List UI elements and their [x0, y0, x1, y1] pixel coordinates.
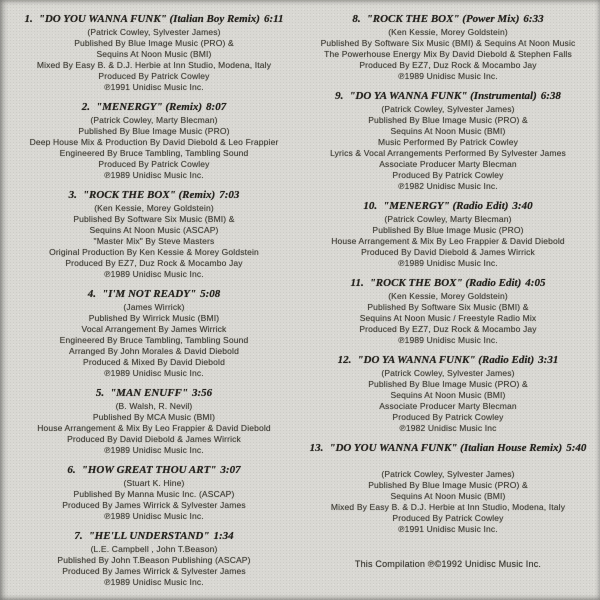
credit-line: Produced By James Wirrick & Sylvester James	[62, 500, 246, 510]
track-title-line	[14, 288, 294, 301]
track-credits	[306, 368, 590, 434]
track-number: 7.	[74, 530, 83, 542]
credit-line: ℗1989 Unidisc Music Inc.	[104, 577, 204, 587]
track-title: "MAN ENUFF"	[110, 387, 188, 399]
track-entry	[14, 464, 294, 522]
track-entry	[306, 277, 590, 346]
credit-line: Sequins At Noon Music (ASCAP)	[89, 225, 219, 235]
credit-line: Produced & Mixed By David Diebold	[83, 357, 225, 367]
credit-line: ℗1989 Unidisc Music Inc.	[398, 335, 498, 345]
track-credits	[14, 544, 294, 588]
track-duration: 3:07	[220, 464, 241, 476]
compilation-copyright-note: This Compilation ℗©1992 Unidisc Music Inc.	[354, 559, 542, 569]
credit-line: "Master Mix" By Steve Masters	[93, 236, 215, 246]
track-number: 9.	[335, 90, 344, 102]
track-credits	[14, 302, 294, 379]
credit-line: (Patrick Cowley, Sylvester James)	[87, 27, 221, 37]
track-title-line	[14, 13, 294, 26]
track-entry	[306, 442, 590, 535]
credit-line: Published By Blue Image Music (PRO) &	[74, 38, 234, 48]
credit-line: ℗1989 Unidisc Music Inc.	[104, 368, 204, 378]
track-title-line	[306, 13, 590, 26]
credit-line: Produced By Patrick Cowley	[392, 412, 504, 422]
track-duration: 3:40	[512, 200, 533, 212]
credit-line: Associate Producer Marty Blecman	[379, 401, 517, 411]
track-title-line	[14, 387, 294, 400]
track-title: "I'M NOT READY"	[101, 288, 197, 300]
track-credits	[306, 291, 590, 346]
credit-line: Published By Blue Image Music (PRO)	[78, 126, 230, 136]
track-credits	[306, 27, 590, 82]
track-number: 13.	[309, 442, 324, 454]
credit-line: Lyrics & Vocal Arrangements Performed By Sylvester James	[330, 148, 566, 158]
track-title-line	[306, 354, 590, 367]
track-duration: 1:34	[213, 530, 234, 542]
track-entry	[14, 189, 294, 280]
track-duration: 6:38	[540, 90, 561, 102]
track-title: "HE'LL UNDERSTAND"	[88, 530, 210, 542]
credit-line: Original Production By Ken Kessie & Morey Goldstein	[49, 247, 259, 257]
credit-line: ℗1989 Unidisc Music Inc.	[104, 445, 204, 455]
credit-line: Mixed By Easy B. & D.J. Herbie at Inn Studio, Modena, Italy	[330, 502, 566, 512]
track-duration: 6:11	[263, 13, 284, 25]
track-credits	[306, 104, 590, 192]
track-title: "DO YA WANNA FUNK" (Instrumental)	[349, 90, 537, 102]
track-number: 12.	[337, 354, 352, 366]
track-title-line	[14, 189, 294, 202]
track-entry	[306, 354, 590, 434]
track-entry	[306, 90, 590, 192]
track-number: 5.	[95, 387, 105, 399]
credit-line: ℗1982 Unidisc Music Inc	[399, 423, 497, 433]
track-title: "ROCK THE BOX" (Remix)	[82, 189, 216, 201]
credit-line: Deep House Mix & Production By David Diebold & Leo Frappier	[29, 137, 279, 147]
credit-line: Engineered By Bruce Tambling, Tambling Sound	[59, 148, 249, 158]
credit-line: Music Performed By Patrick Cowley	[377, 137, 519, 147]
credit-line: ℗1989 Unidisc Music Inc.	[104, 269, 204, 279]
credit-line: Produced By EZ7, Duz Rock & Mocambo Jay	[359, 60, 537, 70]
track-number: 2.	[81, 101, 91, 113]
credit-line: Produced By David Diebold & James Wirrick	[67, 434, 241, 444]
credit-line: Published By Software Six Music (BMI) & Sequins At Noon Music	[320, 38, 576, 48]
track-credits	[306, 469, 590, 535]
track-duration: 4:05	[525, 277, 546, 289]
credit-line: ℗1989 Unidisc Music Inc.	[104, 170, 204, 180]
credit-line: Sequins At Noon Music / Freestyle Radio Mix	[359, 313, 537, 323]
credit-line: (Patrick Cowley, Sylvester James)	[381, 469, 515, 479]
track-credits	[14, 478, 294, 522]
credit-line: ℗1991 Unidisc Music Inc.	[104, 82, 204, 92]
credit-line: Produced By Patrick Cowley	[98, 159, 210, 169]
credit-line: Arranged By John Morales & David Diebold	[69, 346, 239, 356]
credit-line: Produced By Patrick Cowley	[392, 170, 504, 180]
credit-line: Sequins At Noon Music (BMI)	[390, 126, 506, 136]
credit-line: ℗1991 Unidisc Music Inc.	[398, 524, 498, 534]
track-number: 8.	[352, 13, 361, 25]
credit-line: Sequins At Noon Music (BMI)	[96, 49, 212, 59]
credit-line: House Arrangement & Mix By Leo Frappier & David Diebold	[331, 236, 565, 246]
credit-line: Sequins At Noon Music (BMI)	[390, 491, 506, 501]
track-title: "DO YA WANNA FUNK" (Radio Edit)	[357, 354, 535, 366]
track-entry	[14, 13, 294, 93]
credit-line: Mixed By Easy B. & D.J. Herbie at Inn Studio, Modena, Italy	[36, 60, 272, 70]
track-title-line	[306, 277, 590, 290]
track-duration: 5:08	[200, 288, 221, 300]
track-entry	[306, 200, 590, 269]
credit-line: Engineered By Bruce Tambling, Tambling Sound	[59, 335, 249, 345]
track-duration: 3:56	[192, 387, 213, 399]
credit-line: Published By John T.Beason Publishing (ASCAP)	[57, 555, 251, 565]
credit-line: Produced By James Wirrick & Sylvester James	[62, 566, 246, 576]
credit-line: (B. Walsh, R. Nevil)	[115, 401, 193, 411]
track-list-right-column	[300, 0, 600, 600]
track-duration: 3:31	[538, 354, 559, 366]
credit-line: Produced By David Diebold & James Wirrick	[361, 247, 535, 257]
credit-line: Associate Producer Marty Blecman	[379, 159, 517, 169]
track-duration: 8:07	[206, 101, 227, 113]
credit-line: (Ken Kessie, Morey Goldstein)	[388, 291, 508, 301]
credit-line: Published By MCA Music (BMI)	[92, 412, 216, 422]
track-credits	[14, 203, 294, 280]
track-title: "MENERGY" (Remix)	[96, 101, 203, 113]
track-credits	[306, 214, 590, 269]
track-number: 4.	[87, 288, 96, 300]
credit-line: Vocal Arrangement By James Wirrick	[81, 324, 227, 334]
track-title-line	[306, 200, 590, 213]
track-number: 6.	[67, 464, 76, 476]
track-title: "DO YOU WANNA FUNK" (Italian Boy Remix)	[38, 13, 260, 25]
track-title-line	[306, 442, 590, 455]
track-number: 1.	[24, 13, 33, 25]
track-title: "ROCK THE BOX" (Radio Edit)	[369, 277, 522, 289]
credit-line: Produced By Patrick Cowley	[98, 71, 210, 81]
credit-line: Published By Blue Image Music (PRO) &	[368, 115, 528, 125]
credit-line: Sequins At Noon Music (BMI)	[390, 390, 506, 400]
credit-line: (James Wirrick)	[123, 302, 185, 312]
track-number: 11.	[350, 277, 364, 289]
track-title-line	[14, 464, 294, 477]
credit-line: The Powerhouse Energy Mix By David Diebold & Stephen Falls	[324, 49, 572, 59]
credit-line: Produced By EZ7, Duz Rock & Mocambo Jay	[359, 324, 537, 334]
credit-line: (L.E. Campbell , John T.Beason)	[90, 544, 218, 554]
credit-line: (Patrick Cowley, Sylvester James)	[381, 368, 515, 378]
track-entry	[14, 101, 294, 181]
credit-line: (Stuart K. Hine)	[123, 478, 185, 488]
credit-line: (Ken Kessie, Morey Goldstein)	[94, 203, 214, 213]
track-entry	[14, 288, 294, 379]
credit-line: Published By Blue Image Music (PRO) &	[368, 480, 528, 490]
credit-line: ℗1989 Unidisc Music Inc.	[104, 511, 204, 521]
credit-line: Published By Blue Image Music (PRO) &	[368, 379, 528, 389]
track-title: "HOW GREAT THOU ART"	[81, 464, 217, 476]
track-credits	[14, 115, 294, 181]
credit-line: ℗1982 Unidisc Music Inc.	[398, 181, 498, 191]
credit-line: (Patrick Cowley, Sylvester James)	[381, 104, 515, 114]
credit-line: House Arrangement & Mix By Leo Frappier & David Diebold	[37, 423, 271, 433]
credit-line: (Ken Kessie, Morey Goldstein)	[388, 27, 508, 37]
credit-line: Published By Software Six Music (BMI) &	[73, 214, 235, 224]
credit-line: Produced By EZ7, Duz Rock & Mocambo Jay	[65, 258, 243, 268]
track-title: "MENERGY" (Radio Edit)	[383, 200, 509, 212]
track-duration: 7:03	[219, 189, 240, 201]
track-number: 3.	[68, 189, 77, 201]
credit-line: (Patrick Cowley, Marty Blecman)	[90, 115, 218, 125]
track-number: 10.	[363, 200, 378, 212]
track-duration: 6:33	[523, 13, 544, 25]
credit-line: Published By Wirrick Music (BMI)	[88, 313, 220, 323]
track-entry	[14, 530, 294, 588]
credit-line: Produced By Patrick Cowley	[392, 513, 504, 523]
track-title-line	[14, 530, 294, 543]
track-credits	[14, 27, 294, 93]
track-entry	[306, 13, 590, 82]
track-credits	[14, 401, 294, 456]
credit-line: Published By Blue Image Music (PRO)	[372, 225, 524, 235]
track-duration: 5:40	[566, 442, 587, 454]
track-entry	[14, 387, 294, 456]
track-title-line	[306, 90, 590, 103]
track-title-line	[14, 101, 294, 114]
credit-line: ℗1989 Unidisc Music Inc.	[398, 258, 498, 268]
credit-line: ℗1989 Unidisc Music Inc.	[398, 71, 498, 81]
track-title: "DO YOU WANNA FUNK" (Italian House Remix)	[329, 442, 563, 454]
credit-line: Published By Manna Music Inc. (ASCAP)	[73, 489, 235, 499]
credit-line: (Patrick Cowley, Marty Blecman)	[384, 214, 512, 224]
credit-line: Published By Software Six Music (BMI) &	[367, 302, 529, 312]
track-title: "ROCK THE BOX" (Power Mix)	[366, 13, 520, 25]
